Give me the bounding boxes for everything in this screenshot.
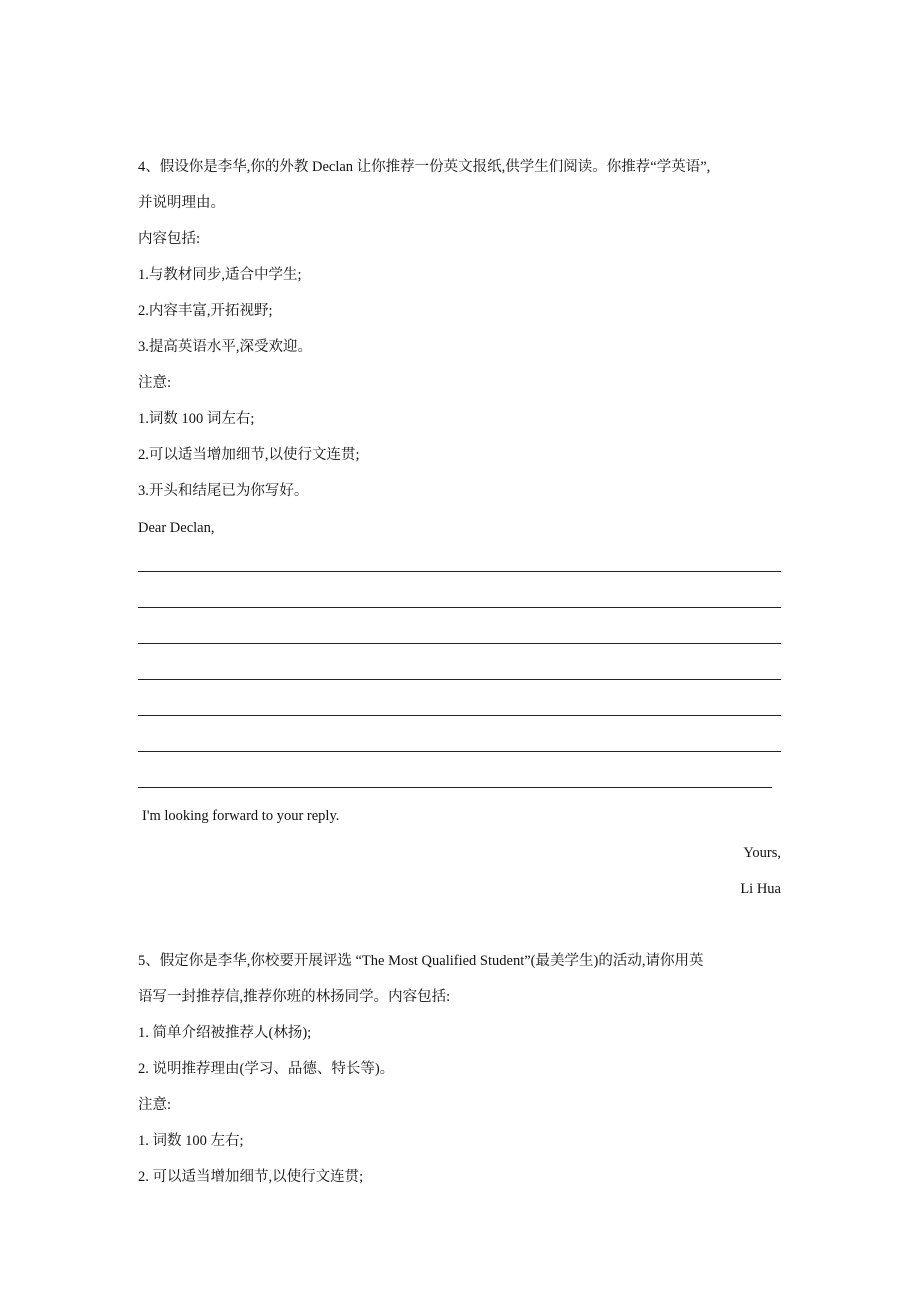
q4-content-item-2: 2.内容丰富,开拓视野; [138,303,273,319]
q4-sign-off: Yours, [743,845,781,861]
q5-notes-item-2: 2. 可以适当增加细节,以使行文连贯; [138,1169,364,1185]
q4-prompt-line-1: 4、假设你是李华,你的外教 Declan 让你推荐一份英文报纸,供学生们阅读。你推荐“学英语”, [138,159,711,175]
q4-prompt-line-2: 并说明理由。 [138,195,225,211]
q4-content-item-3: 3.提高英语水平,深受欢迎。 [138,339,312,355]
answer-line-6 [138,751,781,752]
q4-notes-heading: 注意: [138,375,172,391]
answer-line-4 [138,679,781,680]
q4-notes-item-1: 1.词数 100 词左右; [138,411,255,427]
q4-content-heading: 内容包括: [138,231,201,247]
q5-content-item-1: 1. 简单介绍被推荐人(林扬); [138,1025,312,1041]
q4-content-item-1: 1.与教材同步,适合中学生; [138,267,302,283]
q4-notes-item-3: 3.开头和结尾已为你写好。 [138,483,309,499]
q5-notes-heading: 注意: [138,1097,172,1113]
q4-closing-line: I'm looking forward to your reply. [142,808,340,824]
q5-prompt-line-2: 语写一封推荐信,推荐你班的林扬同学。内容包括: [138,989,451,1005]
answer-line-7 [138,787,772,788]
q5-prompt-line-1: 5、假定你是李华,你校要开展评选 “The Most Qualified Student”(最美学生)的活动,请你用英 [138,953,704,969]
answer-line-3 [138,643,781,644]
answer-line-5 [138,715,781,716]
q4-notes-item-2: 2.可以适当增加细节,以使行文连贯; [138,447,360,463]
q4-signature: Li Hua [740,881,781,897]
answer-line-2 [138,607,781,608]
q4-salutation: Dear Declan, [138,520,215,536]
answer-line-1 [138,571,781,572]
q5-notes-item-1: 1. 词数 100 左右; [138,1133,244,1149]
q5-content-item-2: 2. 说明推荐理由(学习、品德、特长等)。 [138,1061,395,1077]
